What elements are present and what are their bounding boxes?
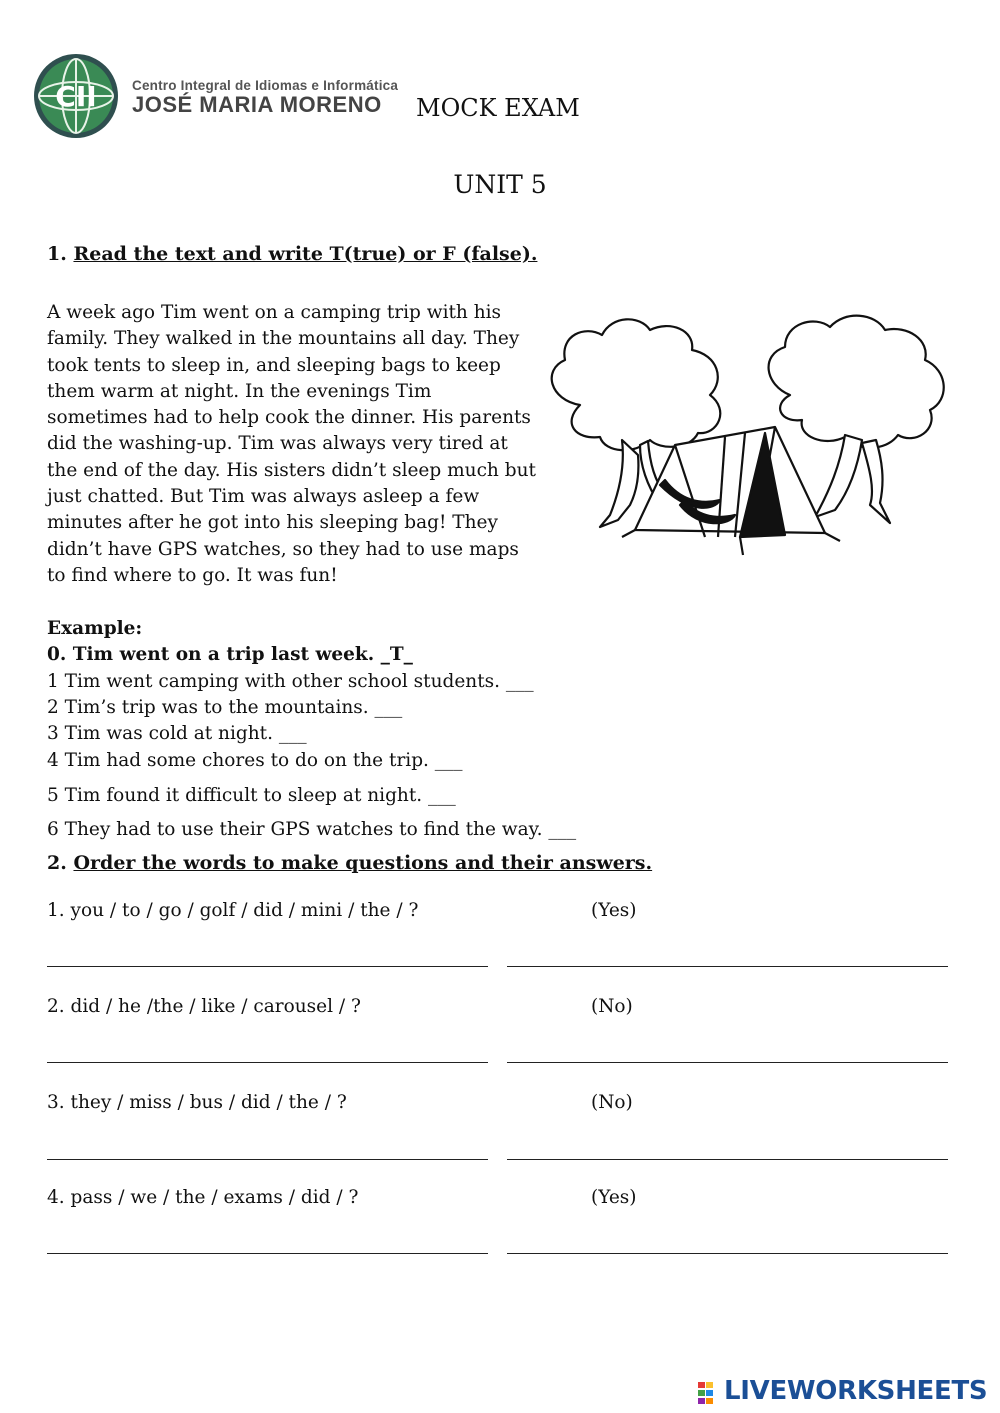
- statement-3: 3 Tim was cold at night. ___: [47, 723, 307, 744]
- passage-line: did the washing-up. Tim was always very tired at: [47, 433, 508, 455]
- passage-line: sometimes had to help cook the dinner. His parents: [47, 407, 531, 429]
- example-label: Example:: [47, 618, 143, 639]
- reply-answer-blank-1[interactable]: [507, 966, 948, 967]
- order-prompt-2: 2. did / he /the / like / carousel / ?: [47, 996, 361, 1017]
- question-answer-blank-3[interactable]: [47, 1159, 488, 1160]
- camping-tent-trees-illustration: [540, 305, 955, 570]
- example-text: 0. Tim went on a trip last week.: [47, 644, 381, 665]
- passage-line: didn’t have GPS watches, so they had to use maps: [47, 538, 519, 560]
- question-answer-blank-1[interactable]: [47, 966, 488, 967]
- passage-line: just chatted. But Tim was always asleep a few: [47, 486, 480, 508]
- section2-number: 2.: [47, 852, 67, 874]
- reply-answer-blank-2[interactable]: [507, 1062, 948, 1063]
- passage-line: to find where to go. It was fun!: [47, 564, 338, 586]
- liveworksheets-mark-icon: [698, 1382, 722, 1404]
- reading-passage: [47, 300, 536, 589]
- answer-hint-1: (Yes): [591, 900, 637, 921]
- liveworksheets-logo: [698, 1376, 998, 1410]
- passage-line: minutes after he got into his sleeping bag! They: [47, 512, 498, 534]
- statement-4: 4 Tim had some chores to do on the trip. ___: [47, 750, 463, 771]
- answer-hint-3: (No): [591, 1092, 633, 1113]
- section1-number: 1.: [47, 243, 67, 265]
- statement-5: 5 Tim found it difficult to sleep at night. ___: [47, 785, 456, 806]
- logo-letters: CII: [55, 80, 97, 113]
- example-statement: [47, 644, 413, 665]
- example-answer: _T_: [380, 644, 413, 665]
- school-name-line2: JOSÉ MARIA MORENO: [132, 92, 382, 117]
- passage-line: A week ago Tim went on a camping trip with his: [47, 302, 502, 323]
- section1-instruction: Read the text and write T(true) or F (false).: [73, 243, 538, 265]
- liveworksheets-brand: LIVEWORKSHEETS: [724, 1376, 988, 1406]
- passage-line: took tents to sleep in, and sleeping bags to keep: [47, 354, 501, 376]
- unit-title: UNIT 5: [453, 170, 547, 199]
- school-name-line1: Centro Integral de Idiomas e Informática: [132, 78, 399, 93]
- question-answer-blank-2[interactable]: [47, 1062, 488, 1063]
- order-prompt-3: 3. they / miss / bus / did / the / ?: [47, 1092, 347, 1113]
- exam-title: MOCK EXAM: [416, 94, 580, 122]
- statement-2: 2 Tim’s trip was to the mountains. ___: [47, 697, 403, 718]
- school-logo: [28, 52, 403, 142]
- order-prompt-1: 1. you / to / go / golf / did / mini / the / ?: [47, 900, 419, 921]
- answer-hint-2: (No): [591, 996, 633, 1017]
- passage-line: the end of the day. His sisters didn’t sleep much but: [47, 459, 536, 481]
- passage-line: them warm at night. In the evenings Tim: [47, 380, 432, 402]
- statement-6: 6 They had to use their GPS watches to find the way. ___: [47, 819, 577, 840]
- question-answer-blank-4[interactable]: [47, 1253, 488, 1254]
- section2-instruction: Order the words to make questions and their answers.: [73, 852, 653, 874]
- statement-1: 1 Tim went camping with other school students. ___: [47, 671, 534, 692]
- passage-line: family. They walked in the mountains all day. They: [47, 328, 520, 350]
- order-prompt-4: 4. pass / we / the / exams / did / ?: [47, 1187, 359, 1208]
- section2-heading: [47, 852, 652, 874]
- reply-answer-blank-3[interactable]: [507, 1159, 948, 1160]
- section1-heading: [47, 243, 537, 265]
- answer-hint-4: (Yes): [591, 1187, 637, 1208]
- globe-logo-icon: [32, 52, 120, 140]
- reply-answer-blank-4[interactable]: [507, 1253, 948, 1254]
